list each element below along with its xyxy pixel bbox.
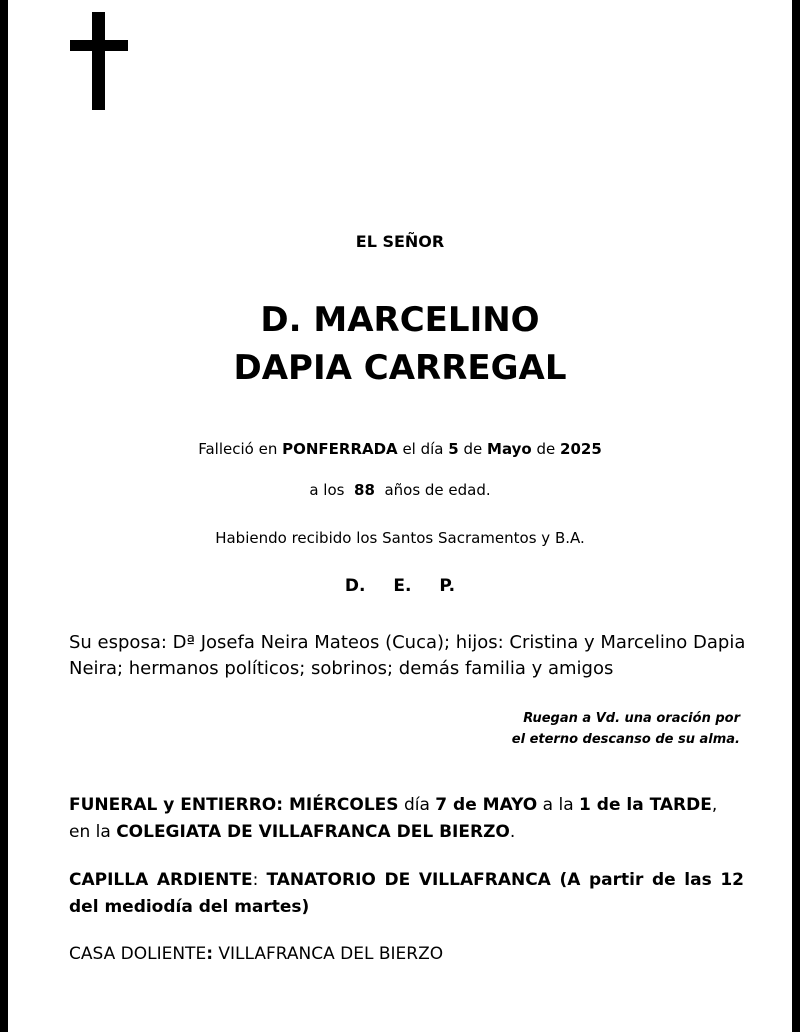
sacraments-text: Habiendo recibido los Santos Sacramentos y B.A. [215, 529, 585, 547]
house-text: VILLAFRANCA DEL BIERZO [218, 944, 444, 964]
funeral-a-la: a la [542, 795, 574, 815]
funeral-comma: , [711, 795, 718, 815]
rip-e: E. [393, 576, 412, 596]
rip-d: D. [344, 576, 366, 596]
age-prefix: a los [309, 481, 345, 499]
left-border [0, 0, 8, 1032]
age-years: 88 [354, 481, 375, 499]
prayer-line-2: el eterno descanso de su alma. [511, 732, 740, 747]
house-colon: : [206, 944, 213, 964]
house-info [69, 941, 744, 968]
death-prefix: Falleció en [198, 440, 278, 458]
funeral-time: 1 de la TARDE [579, 795, 712, 815]
rip-initials [8, 576, 792, 596]
chapel-info [69, 867, 744, 921]
death-place: PONFERRADA [282, 440, 398, 458]
prayer-line-1: Ruegan a Vd. una oración por [523, 711, 740, 726]
funeral-place: COLEGIATA DE VILLAFRANCA DEL BIERZO [116, 822, 510, 842]
age-info [8, 481, 792, 499]
death-day: 5 [448, 440, 459, 458]
name-line-1: D. MARCELINO [260, 300, 540, 340]
cross-icon [70, 12, 128, 110]
funeral-dia: día [403, 795, 430, 815]
funeral-period: . [509, 822, 516, 842]
death-de-2: de [536, 440, 556, 458]
funeral-en-la: en la [69, 822, 111, 842]
chapel-label: CAPILLA ARDIENTE [69, 870, 253, 890]
family-list: Su esposa: Dª Josefa Neira Mateos (Cuca); hijos: Cristina y Marcelino Dapia Neira; hermanos políticos; sobrinos; demás familia y amigos [69, 632, 746, 679]
death-info [8, 440, 792, 458]
deceased-name [8, 296, 792, 392]
age-suffix: años de edad. [384, 481, 491, 499]
death-de-1: de [463, 440, 483, 458]
death-month: Mayo [487, 440, 532, 458]
funeral-info [69, 792, 744, 846]
death-el-dia: el día [402, 440, 444, 458]
heading: EL SEÑOR [355, 232, 445, 251]
rip-p: P. [439, 576, 456, 596]
prayer-request [340, 708, 740, 750]
chapel-colon: : [252, 870, 259, 890]
funeral-label: FUNERAL y ENTIERRO: MIÉRCOLES [69, 795, 399, 815]
right-border [792, 0, 800, 1032]
chapel-text: TANATORIO DE VILLAFRANCA (A partir de las 12 del mediodía del martes) [69, 870, 744, 917]
house-label: CASA DOLIENTE [69, 944, 207, 964]
name-line-2: DAPIA CARREGAL [233, 348, 567, 388]
death-year: 2025 [560, 440, 602, 458]
funeral-date: 7 de MAYO [435, 795, 538, 815]
